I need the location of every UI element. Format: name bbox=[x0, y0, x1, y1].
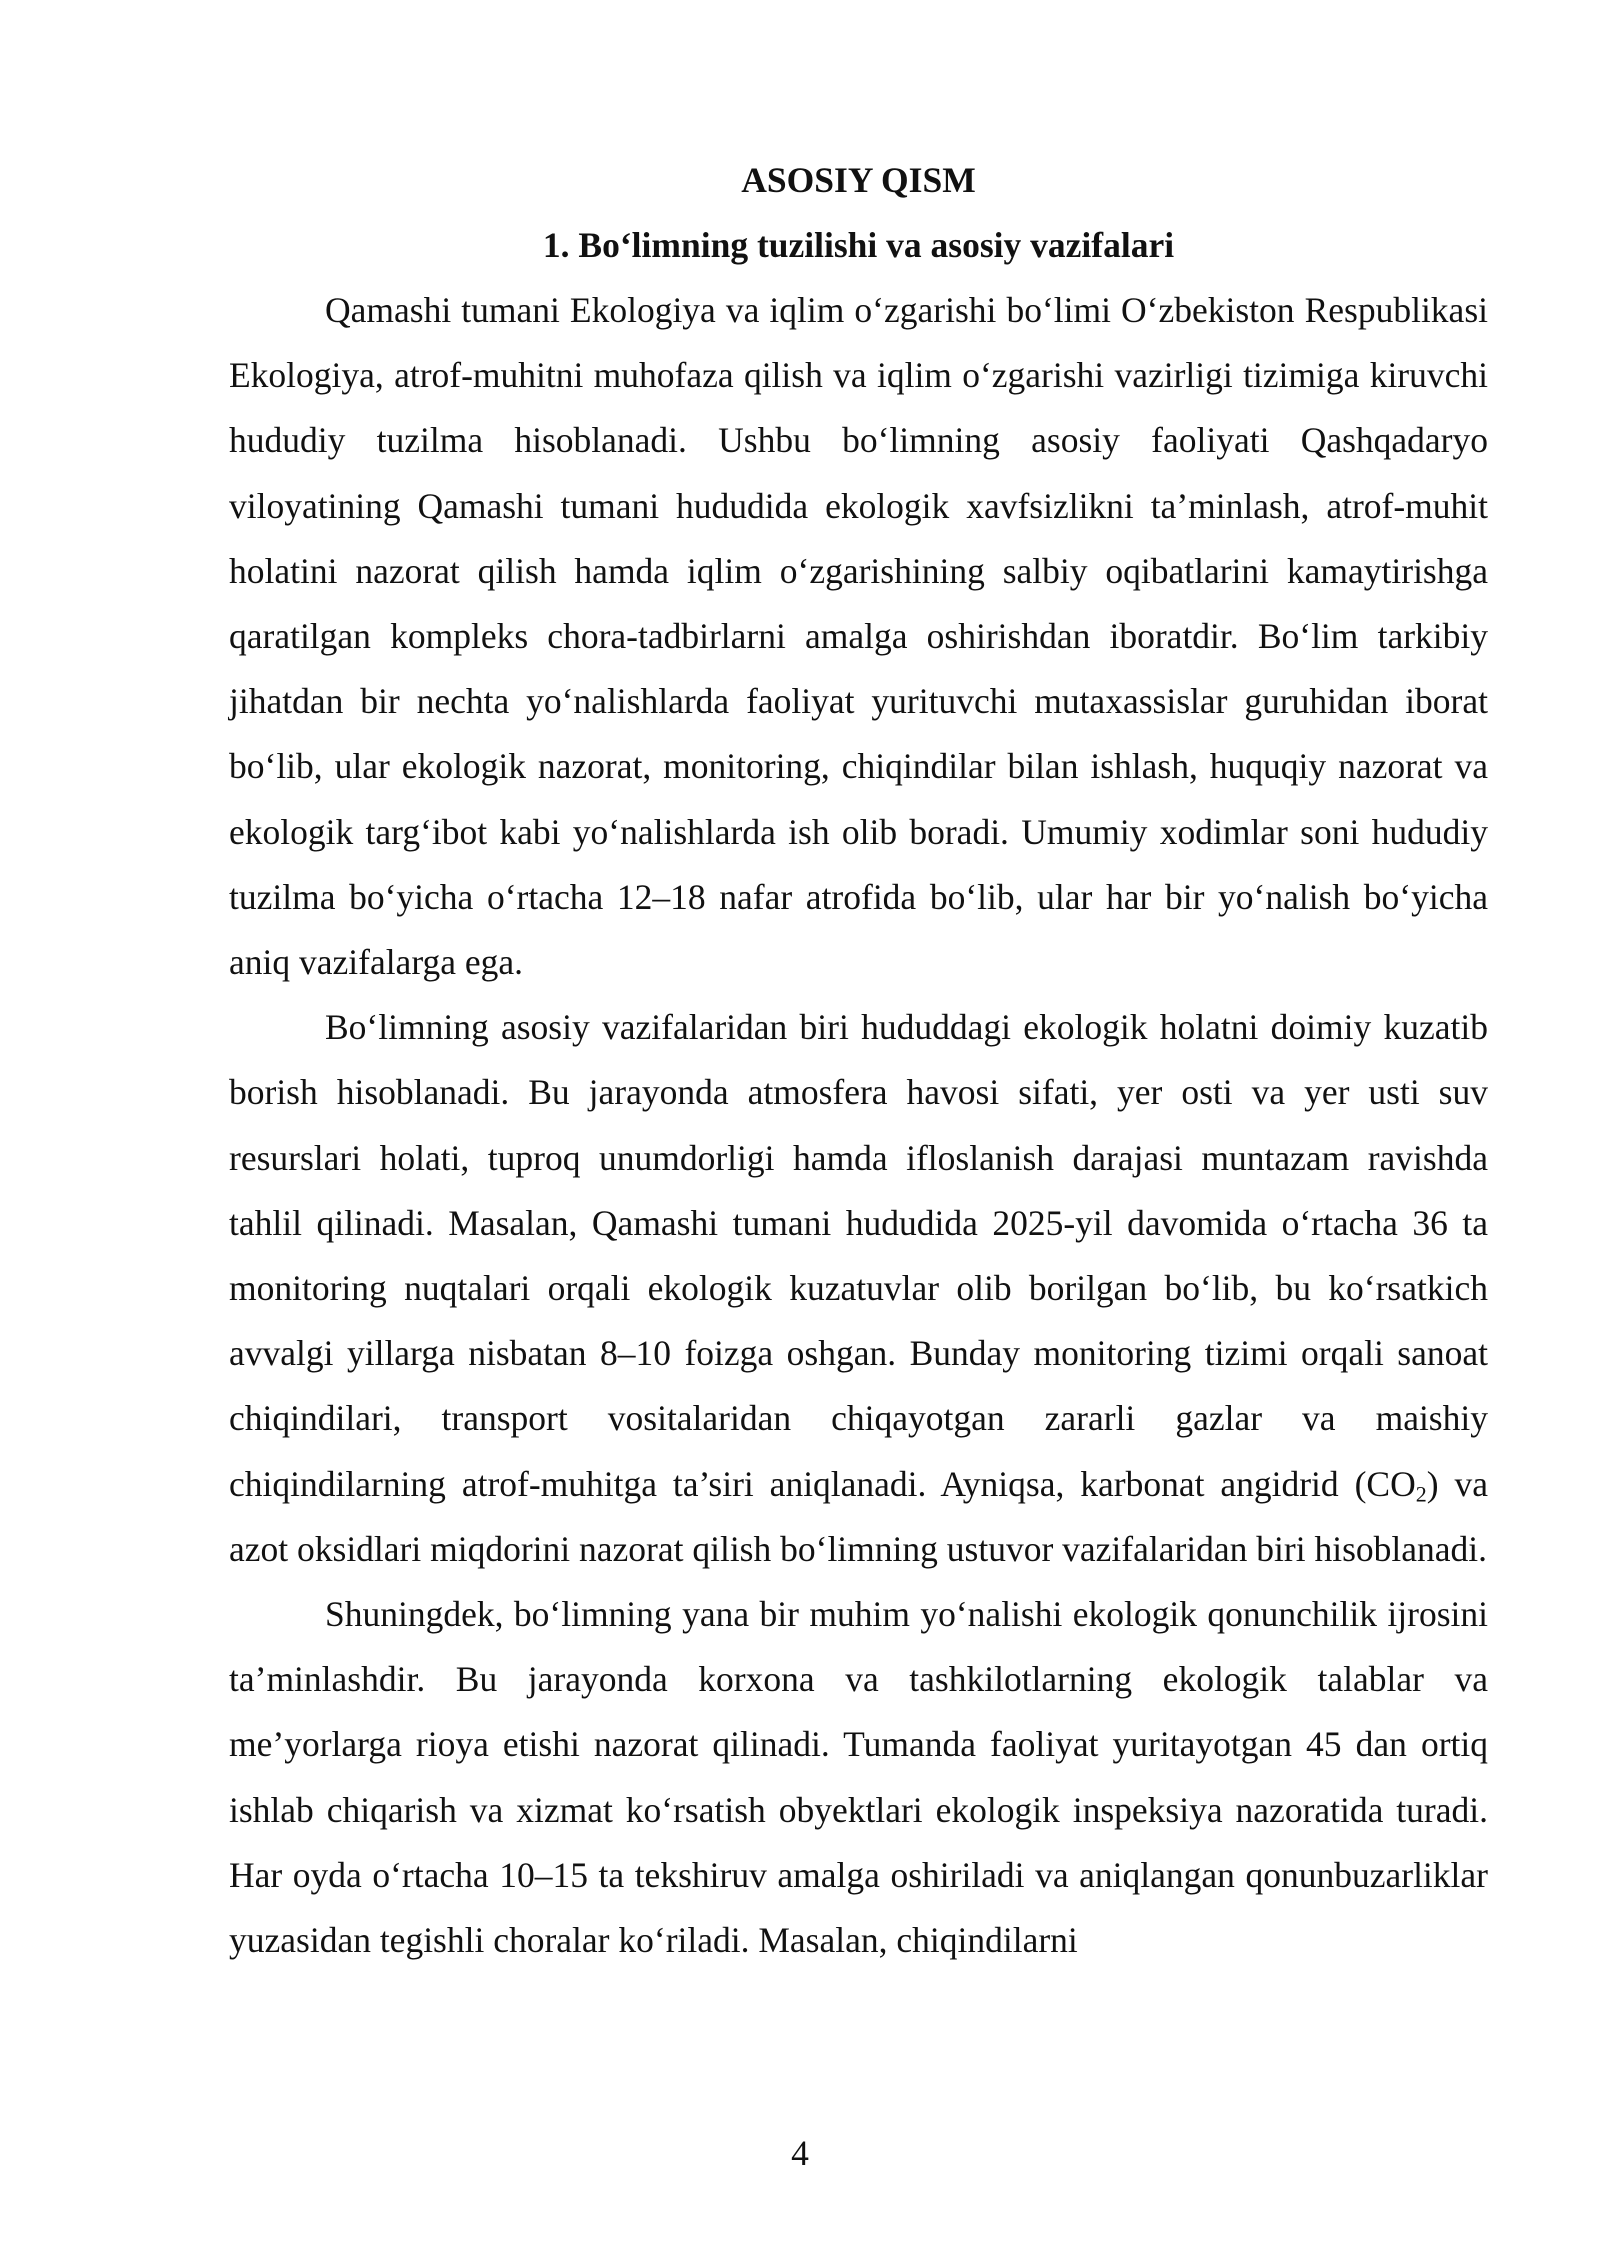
paragraph-2-text-start: Bo‘limning asosiy vazifalaridan biri hududdagi ekologik holatni doimiy kuzatib borish hisoblanadi. Bu jarayonda atmosfera havosi sifati, yer osti va yer usti suv resurslari holati, tuproq unumdorligi hamda ifloslanish darajasi muntazam ravishda tahlil qilinadi. Masalan, Qamashi tumani hududida 2025-yil davomida o‘rtacha 36 ta monitoring nuqtalari orqali ekologik kuzatuvlar olib borilgan bo‘lib, bu ko‘rsatkich avvalgi yillarga nisbatan 8–10 foizga oshgan. Bunday monitoring tizimi orqali sanoat chiqindilari, transport vositalaridan chiqayotgan zararli gazlar va maishiy chiqindilarning atrof-muhitga ta’siri aniqlanadi. Ayniqsa, karbonat angidrid ( bbox=[229, 1007, 1488, 1504]
page-number: 4 bbox=[791, 2133, 809, 2173]
paragraph-2 bbox=[229, 995, 1488, 1582]
paragraph-1: Qamashi tumani Ekologiya va iqlim o‘zgarishi bo‘limi O‘zbekiston Respublikasi Ekologiya, atrof-muhitni muhofaza qilish va iqlim o‘zgarishi vazirligi tizimiga kiruvchi hududiy tuzilma hisoblanadi. Ushbu bo‘limning asosiy faoliyati Qashqadaryo viloyatining Qamashi tumani hududida ekologik xavfsizlikni ta’minlash, atrof-muhit holatini nazorat qilish hamda iqlim o‘zgarishining salbiy oqibatlarini kamaytirishga qaratilgan kompleks chora-tadbirlarni amalga oshirishdan iboratdir. Bo‘lim tarkibiy jihatdan bir nechta yo‘nalishlarda faoliyat yurituvchi mutaxassislar guruhidan iborat bo‘lib, ular ekologik nazorat, monitoring, chiqindilar bilan ishlash, huquqiy nazorat va ekologik targ‘ibot kabi yo‘nalishlarda ish olib boradi. Umumiy xodimlar soni hududiy tuzilma bo‘yicha o‘rtacha 12–18 nafar atrofida bo‘lib, ular har bir yo‘nalish bo‘yicha aniq vazifalarga ega. bbox=[229, 290, 1488, 983]
paragraph-2-text-end: ) va azot oksidlari miqdorini nazorat qilish bo‘limning ustuvor vazifalaridan biri hisoblanadi. bbox=[229, 1463, 1488, 1569]
paragraph-3: Shuningdek, bo‘limning yana bir muhim yo‘nalishi ekologik qonunchilik ijrosini ta’minlashdir. Bu jarayonda korxona va tashkilotlarning ekologik talablar va me’yorlarga rioya etishi nazorat qilinadi. Tumanda faoliyat yuritayotgan 45 dan ortiq ishlab chiqarish va xizmat ko‘rsatish obyektlari ekologik inspeksiya nazoratida turadi. Har oyda o‘rtacha 10–15 ta tekshiruv amalga oshiriladi va aniqlangan qonunbuzarliklar yuzasidan tegishli choralar ko‘riladi. Masalan, chiqindilarni bbox=[229, 1594, 1488, 1961]
co2-formula-base: CO bbox=[1366, 1463, 1416, 1504]
page-content bbox=[229, 148, 1488, 1973]
subsection-title: 1. Bo‘limning tuzilishi va asosiy vazifalari bbox=[542, 225, 1175, 265]
co2-formula-subscript: 2 bbox=[1415, 1481, 1427, 1507]
section-title: ASOSIY QISM bbox=[741, 160, 976, 200]
